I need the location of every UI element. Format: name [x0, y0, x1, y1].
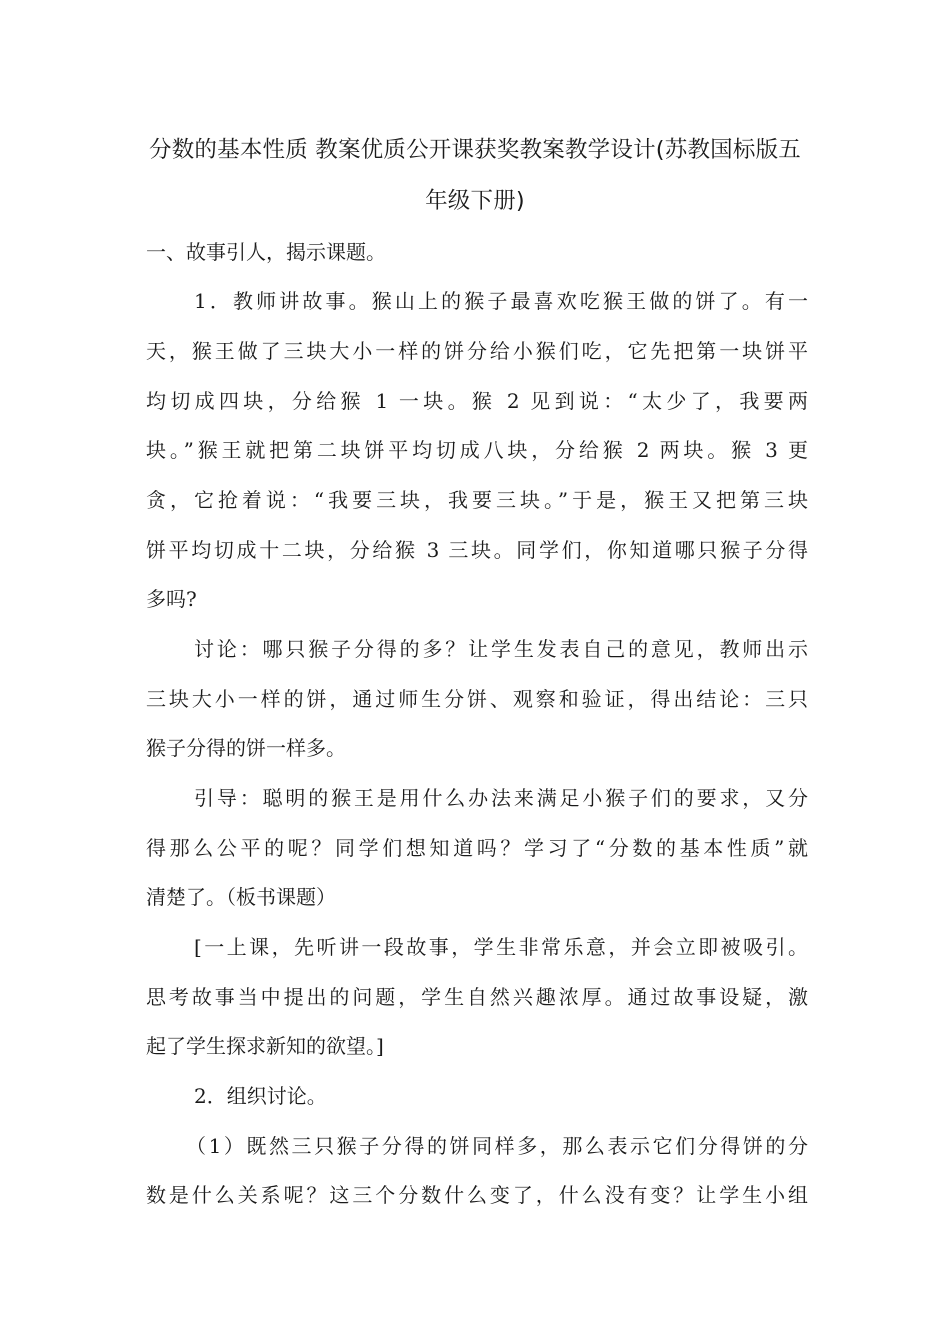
document-title-line-2: 年级下册)	[425, 188, 525, 214]
paragraph-line: 清楚了。（板书课题）	[146, 885, 336, 909]
paragraph-line: 引导：聪明的猴王是用什么办法来满足小猴子们的要求，又分	[194, 786, 808, 810]
paragraph-line: 起了学生探求新知的欲望。]	[146, 1034, 384, 1058]
paragraph-line: 天，猴王做了三块大小一样的饼分给小猴们吃，它先把第一块饼平	[146, 339, 808, 363]
section-heading: 2．组织讨论。	[194, 1084, 327, 1108]
paragraph-line: 三块大小一样的饼，通过师生分饼、观察和验证，得出结论：三只	[146, 687, 808, 711]
section-heading: 一、故事引人，揭示课题。	[146, 240, 386, 264]
paragraph-line: 猴子分得的饼一样多。	[146, 736, 346, 760]
paragraph-line: 贪，它抢着说：“我要三块，我要三块。”于是，猴王又把第三块	[146, 488, 808, 512]
paragraph-line: 讨论：哪只猴子分得的多？让学生发表自己的意见，教师出示	[194, 637, 808, 661]
paragraph-line: （1）既然三只猴子分得的饼同样多，那么表示它们分得饼的分	[186, 1134, 808, 1158]
paragraph-line: 思考故事当中提出的问题，学生自然兴趣浓厚。通过故事设疑，激	[146, 985, 808, 1009]
paragraph-line: 饼平均切成十二块，分给猴 3 三块。同学们，你知道哪只猴子分得	[146, 538, 808, 562]
paragraph-line: 多吗?	[146, 587, 197, 611]
paragraph-line: 均切成四块，分给猴 1 一块。猴 2 见到说：“太少了，我要两	[146, 389, 808, 413]
paragraph-line: 数是什么关系呢？这三个分数什么变了，什么没有变？让学生小组	[146, 1183, 808, 1207]
paragraph-line: 得那么公平的呢？同学们想知道吗？学习了“分数的基本性质”就	[146, 836, 808, 860]
paragraph-line: 块。”猴王就把第二块饼平均切成八块，分给猴 2 两块。猴 3 更	[146, 438, 808, 462]
paragraph-line: 1．教师讲故事。猴山上的猴子最喜欢吃猴王做的饼了。有一	[194, 289, 808, 313]
paragraph-line: [一上课，先听讲一段故事，学生非常乐意，并会立即被吸引。	[194, 935, 808, 959]
document-title-line-1: 分数的基本性质 教案优质公开课获奖教案教学设计(苏教国标版五	[149, 137, 801, 163]
